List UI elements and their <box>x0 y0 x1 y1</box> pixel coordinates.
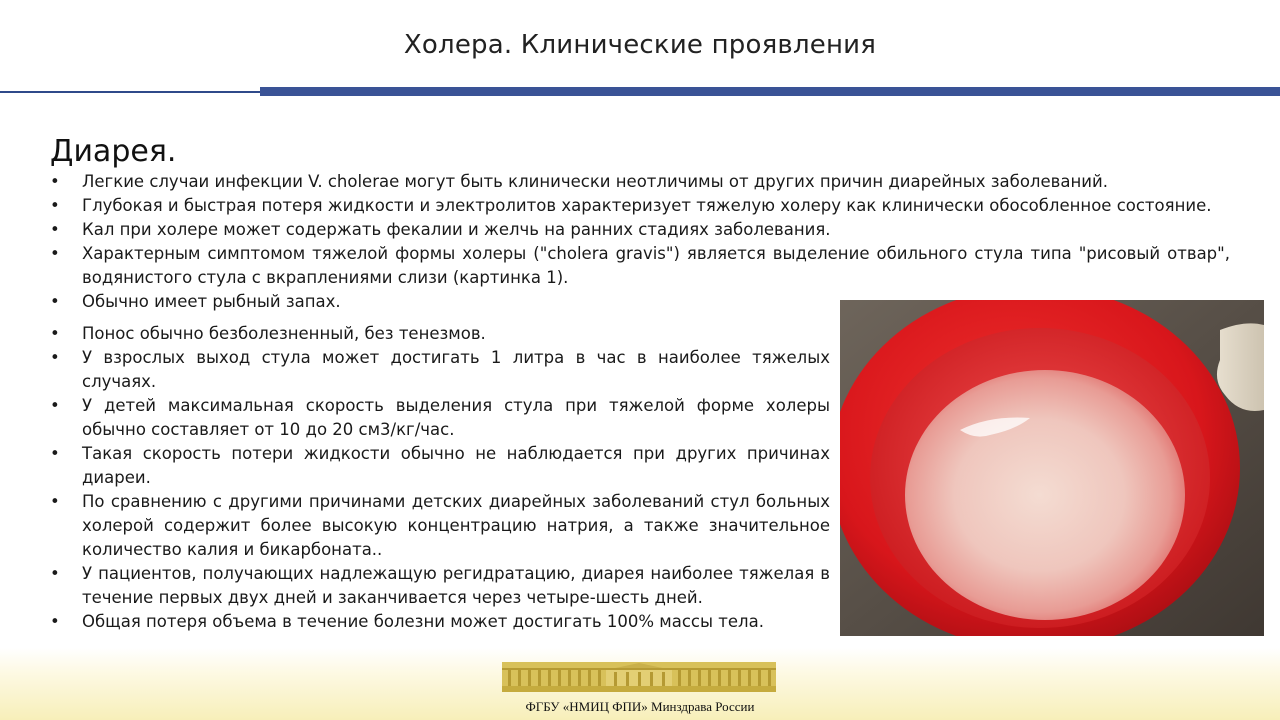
rice-water-stool-photo <box>840 300 1264 636</box>
list-item-text: Обычно имеет рыбный запах. <box>82 292 341 311</box>
footer-organization: ФГБУ «НМИЦ ФПИ» Минздрава России <box>525 699 755 714</box>
bullet-dot: • <box>50 444 60 463</box>
list-item <box>50 194 1230 218</box>
list-item <box>50 562 830 610</box>
list-item <box>50 218 1230 242</box>
institute-building-logo <box>502 662 776 692</box>
bullet-dot: • <box>50 564 60 583</box>
slide-title: Холера. Клинические проявления <box>403 30 877 60</box>
list-item-text: Кал при холере может содержать фекалии и желчь на ранних стадиях заболевания. <box>82 220 831 239</box>
title-rule-thin <box>0 91 262 93</box>
list-item-text: Понос обычно безболезненный, без тенезмов. <box>82 324 486 343</box>
bullet-dot: • <box>50 396 60 415</box>
bucket-illustration <box>840 300 1264 636</box>
list-item-text: По сравнению с другими причинами детских диарейных заболеваний стул больных холерой содержит более высокую концентрацию натрия, а также значительное количество калия и бикарбоната.. <box>82 492 830 559</box>
list-item <box>50 322 830 346</box>
rice-water-liquid <box>905 370 1185 620</box>
bullet-dot: • <box>50 324 60 343</box>
list-item-text: Характерным симптомом тяжелой формы холеры ("cholera gravis") является выделение обильного стула типа "рисовый отвар", водянистого стула с вкраплениями слизи (картинка 1). <box>82 244 1230 287</box>
list-item-text: Глубокая и быстрая потеря жидкости и электролитов характеризует тяжелую холеру как клинически обособленное состояние. <box>82 196 1212 215</box>
bullet-list-bottom <box>50 322 830 634</box>
list-item-text: Легкие случаи инфекции V. cholerae могут быть клинически неотличимы от других причин диарейных заболеваний. <box>82 172 1108 191</box>
list-item <box>50 346 830 394</box>
list-item-text: Такая скорость потери жидкости обычно не наблюдается при других причинах диареи. <box>82 444 830 487</box>
list-item-text: Общая потеря объема в течение болезни может достигать 100% массы тела. <box>82 612 764 631</box>
bullet-dot: • <box>50 196 60 215</box>
list-item <box>50 610 830 634</box>
bullet-dot: • <box>50 172 60 191</box>
list-item <box>50 442 830 490</box>
list-item-text: У пациентов, получающих надлежащую регидратацию, диарея наиболее тяжелая в течение первых двух дней и заканчивается через четыре-шесть дней. <box>82 564 830 607</box>
bullet-dot: • <box>50 348 60 367</box>
list-item-text: У детей максимальная скорость выделения стула при тяжелой форме холеры обычно составляет от 10 до 20 см3/кг/час. <box>82 396 830 439</box>
list-item <box>50 170 1230 194</box>
title-rule-thick <box>260 87 1280 96</box>
list-item <box>50 394 830 442</box>
bullet-dot: • <box>50 612 60 631</box>
bullet-dot: • <box>50 492 60 511</box>
bullet-dot: • <box>50 220 60 239</box>
list-item <box>50 490 830 562</box>
bullet-dot: • <box>50 244 60 263</box>
bullet-dot: • <box>50 292 60 311</box>
list-item-text: У взрослых выход стула может достигать 1 литра в час в наиболее тяжелых случаях. <box>82 348 830 391</box>
section-heading: Диарея. <box>50 134 177 169</box>
bullet-list-top <box>50 170 1230 314</box>
list-item <box>50 242 1230 290</box>
